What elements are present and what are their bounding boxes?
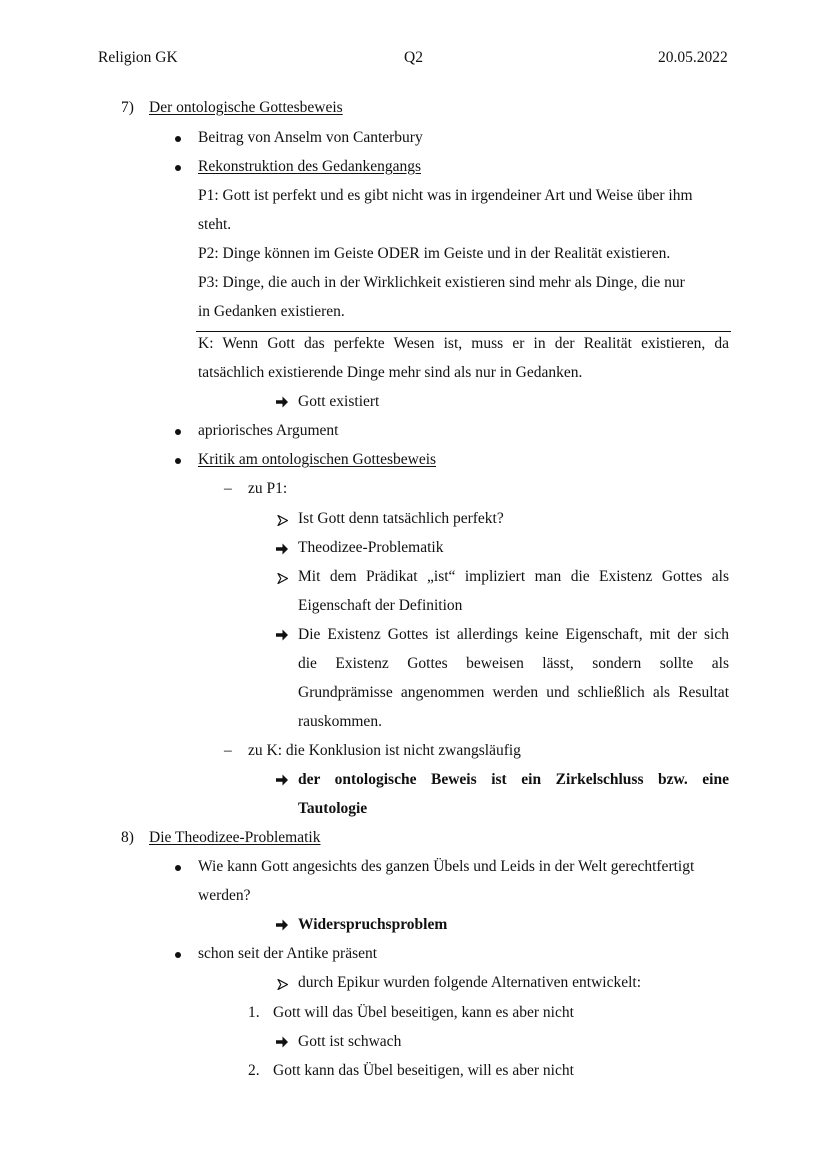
conclusion-line-1: K: Wenn Gott das perfekte Wesen ist, muss er in der Realität existieren, da bbox=[198, 335, 729, 352]
alternative-number: 1. bbox=[248, 1004, 260, 1021]
critique-item-line-1: Die Existenz Gottes ist allerdings keine Eigenschaft, mit der sich bbox=[298, 626, 729, 643]
arrow-right-icon bbox=[275, 395, 289, 409]
critique-p1-label: zu P1: bbox=[248, 480, 288, 497]
list-item-heading: Rekonstruktion des Gedankengangs bbox=[198, 158, 421, 175]
list-item-heading: Kritik am ontologischen Gottesbeweis bbox=[198, 451, 437, 468]
premise-3-line-2: in Gedanken existieren. bbox=[198, 303, 345, 320]
conclusion-result: Gott existiert bbox=[298, 393, 380, 410]
dash-marker: – bbox=[224, 480, 232, 497]
arrow-right-icon bbox=[275, 1035, 289, 1049]
bullet-icon bbox=[175, 136, 181, 142]
critique-item-line-2: Eigenschaft der Definition bbox=[298, 597, 463, 614]
critique-item: Theodizee-Problematik bbox=[298, 539, 444, 556]
contradiction-problem: Widerspruchsproblem bbox=[298, 916, 448, 933]
arrowhead-bullet-icon bbox=[277, 979, 288, 990]
conclusion-divider bbox=[196, 331, 731, 332]
arrow-right-icon bbox=[275, 628, 289, 642]
arrowhead-bullet-icon bbox=[277, 573, 288, 584]
header-date: 20.05.2022 bbox=[658, 49, 728, 66]
list-item: Beitrag von Anselm von Canterbury bbox=[198, 129, 423, 146]
section-7-title: Der ontologische Gottesbeweis bbox=[149, 99, 343, 116]
critique-item-line-2: die Existenz Gottes beweisen lässt, sondern sollte als bbox=[298, 655, 729, 672]
premise-2: P2: Dinge können im Geiste ODER im Geiste und in der Realität existieren. bbox=[198, 245, 671, 262]
conclusion-line-2: tatsächlich existierende Dinge mehr sind als nur in Gedanken. bbox=[198, 364, 583, 381]
header-subject: Religion GK bbox=[98, 49, 178, 66]
critique-item-line-3: Grundprämisse angenommen werden und schließlich als Resultat bbox=[298, 684, 729, 701]
alternative-number: 2. bbox=[248, 1062, 260, 1079]
premise-3-line-1: P3: Dinge, die auch in der Wirklichkeit existieren sind mehr als Dinge, die nur bbox=[198, 274, 685, 291]
bullet-icon bbox=[175, 165, 181, 171]
critique-item-line-4: rauskommen. bbox=[298, 713, 382, 730]
alternative-1-result: Gott ist schwach bbox=[298, 1033, 402, 1050]
bullet-icon bbox=[175, 429, 181, 435]
bullet-icon bbox=[175, 865, 181, 871]
premise-1-line-2: steht. bbox=[198, 216, 232, 233]
bullet-icon bbox=[175, 458, 181, 464]
critique-k-label: zu K: die Konklusion ist nicht zwangsläufig bbox=[248, 742, 521, 759]
arrow-right-icon bbox=[275, 918, 289, 932]
alternative-1: Gott will das Übel beseitigen, kann es aber nicht bbox=[273, 1004, 574, 1021]
section-8-number: 8) bbox=[121, 829, 134, 846]
section-8-title: Die Theodizee-Problematik bbox=[149, 829, 321, 846]
header-course: Q2 bbox=[404, 49, 423, 66]
list-item: apriorisches Argument bbox=[198, 422, 339, 439]
critique-item-line-1: Mit dem Prädikat „ist“ impliziert man die Existenz Gottes als bbox=[298, 568, 729, 585]
final-conclusion-line-2: Tautologie bbox=[298, 800, 368, 817]
dash-marker: – bbox=[224, 742, 232, 759]
section-7-number: 7) bbox=[121, 99, 134, 116]
list-item-line-1: Wie kann Gott angesichts des ganzen Übels und Leids in der Welt gerechtfertigt bbox=[198, 858, 695, 875]
premise-1-line-1: P1: Gott ist perfekt und es gibt nicht was in irgendeiner Art und Weise über ihm bbox=[198, 187, 693, 204]
list-item-line-2: werden? bbox=[198, 887, 251, 904]
epicurus-intro: durch Epikur wurden folgende Alternativen entwickelt: bbox=[298, 974, 642, 991]
arrow-right-icon bbox=[275, 773, 289, 787]
list-item: schon seit der Antike präsent bbox=[198, 945, 378, 962]
arrow-right-icon bbox=[275, 542, 289, 556]
final-conclusion-line-1: der ontologische Beweis ist ein Zirkelschluss bzw. eine bbox=[298, 771, 729, 788]
critique-item: Ist Gott denn tatsächlich perfekt? bbox=[298, 510, 504, 527]
bullet-icon bbox=[175, 952, 181, 958]
alternative-2: Gott kann das Übel beseitigen, will es aber nicht bbox=[273, 1062, 574, 1079]
arrowhead-bullet-icon bbox=[277, 515, 288, 526]
